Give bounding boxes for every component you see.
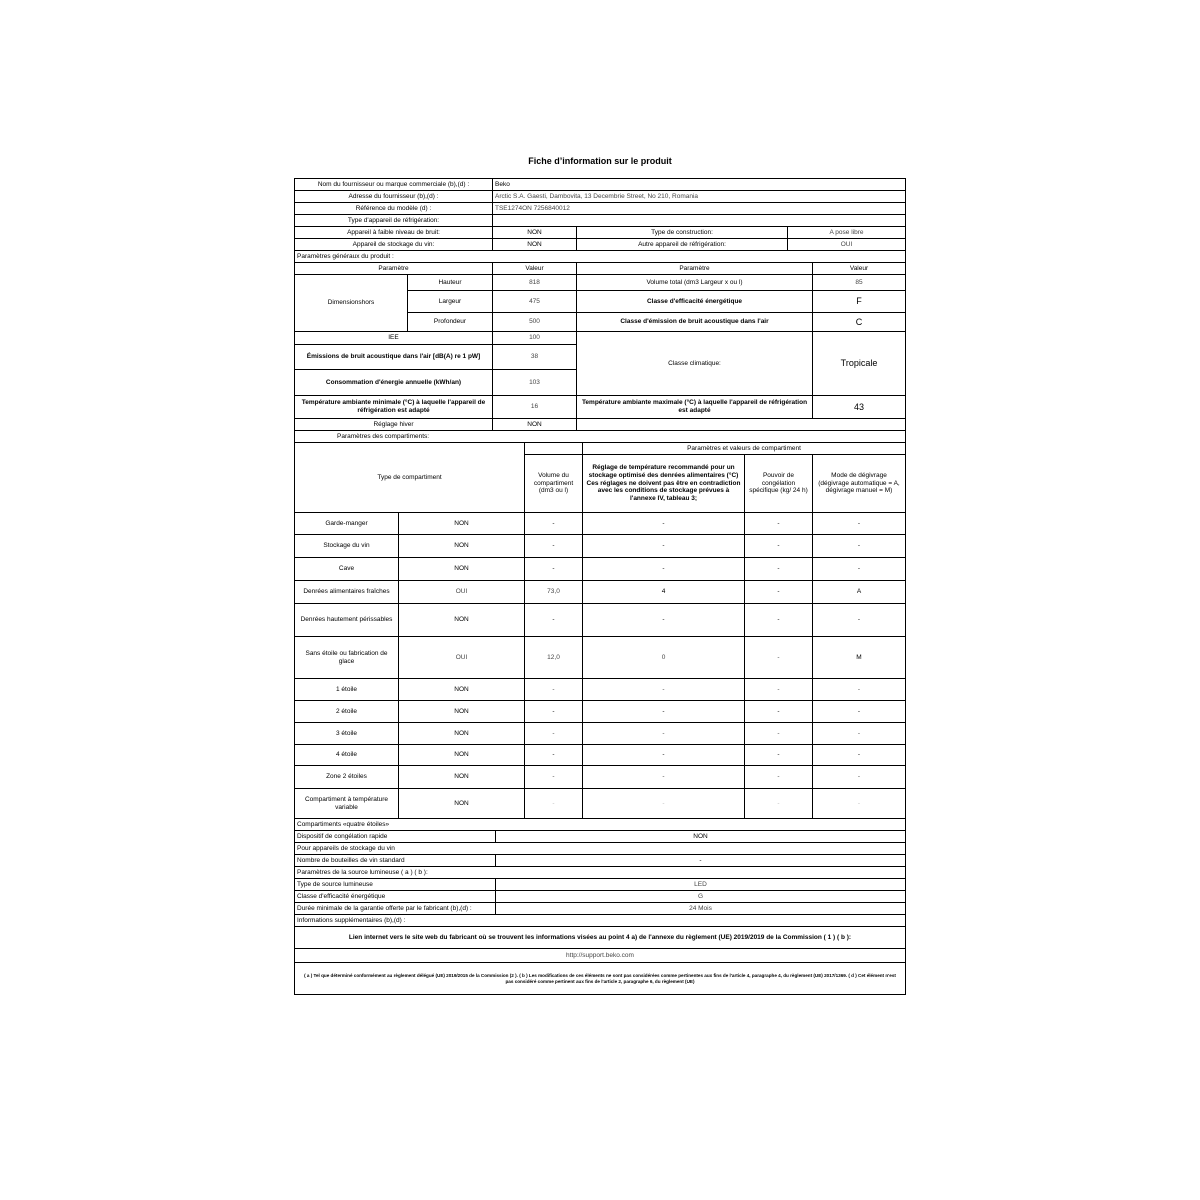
compartment-present: NON: [399, 604, 525, 637]
light-type-label: Type de source lumineuse: [295, 879, 496, 891]
compartment-name: Stockage du vin: [295, 535, 399, 558]
compartment-name: Zone 2 étoiles: [295, 766, 399, 789]
winter-setting-label: Réglage hiver: [295, 419, 493, 431]
fast-freeze-value: NON: [496, 831, 905, 843]
compartment-defrost: A: [813, 581, 905, 604]
compartment-temp: -: [583, 745, 745, 766]
general-params-label: Paramètres généraux du produit :: [295, 251, 905, 263]
defrost-mode-header: Mode de dégivrage (dégivrage automatique = A, dégivrage manuel = M): [813, 455, 905, 513]
other-appliance-label: Autre appareil de réfrigération:: [577, 239, 788, 251]
dimensions-label: Dimensionshors: [295, 275, 408, 332]
compartment-volume: -: [525, 789, 583, 819]
appliance-type-label: Type d'appareil de réfrigération:: [295, 215, 493, 227]
compartment-section-label: Paramètres des compartiments:: [295, 431, 905, 443]
model-label: Référence du modèle (d) :: [295, 203, 493, 215]
compartment-temp: -: [583, 723, 745, 745]
compartment-defrost: -: [813, 723, 905, 745]
compartment-volume: -: [525, 745, 583, 766]
noise-emission-label: Émissions de bruit acoustique dans l'air [dB(A) re 1 pW]: [295, 345, 493, 370]
freezing-capacity-header: Pouvoir de congélation spécifique (kg/ 24 h): [745, 455, 813, 513]
depth-label: Profondeur: [408, 313, 493, 332]
compartment-present: NON: [399, 679, 525, 701]
wine-storage-value: NON: [493, 239, 577, 251]
wine-storage-label: Appareil de stockage du vin:: [295, 239, 493, 251]
energy-class-label: Classe d'efficacité énergétique: [577, 291, 813, 313]
compartment-freeze: -: [745, 581, 813, 604]
value-header-2: Valeur: [813, 263, 905, 275]
temp-setting-header: Réglage de température recommandé pour un stockage optimisé des denrées alimentaires (°C) Ces réglages ne doivent pas être en contradiction avec les conditions de stockage prévues à l'annexe IV, tableau 3;: [583, 455, 745, 513]
height-value: 818: [493, 275, 577, 291]
noise-emission-value: 38: [493, 345, 577, 370]
compartment-freeze: -: [745, 766, 813, 789]
compartment-defrost: -: [813, 789, 905, 819]
compartment-name: Sans étoile ou fabrication de glace: [295, 637, 399, 679]
construction-label: Type de construction:: [577, 227, 788, 239]
compartment-present: OUI: [399, 581, 525, 604]
light-params-label: Paramètres de la source lumineuse ( a ) ( b ):: [295, 867, 905, 879]
product-information-sheet: [294, 178, 906, 995]
value-header: Valeur: [493, 263, 577, 275]
annual-consumption-value: 103: [493, 370, 577, 396]
max-temp-label: Température ambiante maximale (°C) à laquelle l'appareil de réfrigération est adapté: [577, 396, 813, 419]
low-noise-label: Appareil à faible niveau de bruit:: [295, 227, 493, 239]
light-class-label: Classe d'efficacité énergétique: [295, 891, 496, 903]
bottles-label: Nombre de bouteilles de vin standard: [295, 855, 496, 867]
compartment-volume: -: [525, 701, 583, 723]
bottles-value: -: [496, 855, 905, 867]
construction-value: A pose libre: [788, 227, 905, 239]
climate-class-label: Classe climatique:: [577, 332, 813, 396]
winter-setting-value: NON: [493, 419, 577, 431]
compartment-freeze: -: [745, 558, 813, 581]
compartment-temp: -: [583, 679, 745, 701]
light-class-value: G: [496, 891, 905, 903]
wine-section-label: Pour appareils de stockage du vin: [295, 843, 905, 855]
compartment-present: NON: [399, 745, 525, 766]
compartment-defrost: -: [813, 558, 905, 581]
compartment-present: NON: [399, 701, 525, 723]
param-header: Paramètre: [295, 263, 493, 275]
energy-class-value: F: [813, 291, 905, 313]
compartment-volume: -: [525, 679, 583, 701]
compartment-defrost: -: [813, 604, 905, 637]
compartment-freeze: -: [745, 513, 813, 535]
compartment-temp: -: [583, 604, 745, 637]
compartment-defrost: -: [813, 535, 905, 558]
other-appliance-value: OUI: [788, 239, 905, 251]
supplier-value: Beko: [493, 179, 905, 191]
compartment-volume: -: [525, 604, 583, 637]
compartment-temp: 4: [583, 581, 745, 604]
compartment-freeze: -: [745, 637, 813, 679]
compartment-present: NON: [399, 766, 525, 789]
manufacturer-link[interactable]: http://support.beko.com: [295, 949, 905, 963]
width-label: Largeur: [408, 291, 493, 313]
model-value: TSE1274ON 7256840012: [493, 203, 905, 215]
supplier-label: Nom du fournisseur ou marque commerciale (b),(d) :: [295, 179, 493, 191]
fast-freeze-label: Dispositif de congélation rapide: [295, 831, 496, 843]
compartment-name: 1 étoile: [295, 679, 399, 701]
compartment-freeze: -: [745, 701, 813, 723]
compartment-present: NON: [399, 789, 525, 819]
light-type-value: LED: [496, 879, 905, 891]
noise-class-label: Classe d'émission de bruit acoustique dans l'air: [577, 313, 813, 332]
volume-header: Volume du compartiment (dm3 ou l): [525, 455, 583, 513]
compartment-name: Cave: [295, 558, 399, 581]
compartment-group-header: Paramètres et valeurs de compartiment: [583, 443, 905, 455]
compartment-volume: -: [525, 513, 583, 535]
compartment-volume: 12,0: [525, 637, 583, 679]
min-temp-value: 16: [493, 396, 577, 419]
compartment-volume: -: [525, 535, 583, 558]
compartment-present: NON: [399, 535, 525, 558]
footnotes: ( a ) Tel que déterminé conformément au règlement délégué (UE) 2019/2015 de la Commission (2 ). ( b ) Les modifications de ces éléments ne sont pas considérées comme pertinentes aux fins de l'article 4, paragraphe 4, du règlement (UE) 2017/1369. ( d ) Cet élément n'est pas considéré comme pertinent aux fins de l'article 2, paragraphe 6, du règlement (UE): [304, 972, 896, 984]
compartment-present: NON: [399, 513, 525, 535]
compartment-present: OUI: [399, 637, 525, 679]
param-header-2: Paramètre: [577, 263, 813, 275]
four-star-label: Compartiments «quatre étoiles»: [295, 819, 905, 831]
compartment-name: 3 étoile: [295, 723, 399, 745]
compartment-present: NON: [399, 558, 525, 581]
compartment-defrost: -: [813, 766, 905, 789]
compartment-defrost: -: [813, 679, 905, 701]
max-temp-value: 43: [813, 396, 905, 419]
compartment-defrost: -: [813, 513, 905, 535]
compartment-volume: -: [525, 766, 583, 789]
compartment-temp: 0: [583, 637, 745, 679]
manufacturer-link-label: Lien internet vers le site web du fabricant où se trouvent les informations visées au point 4 a) de l'annexe du règlement (UE) 2019/2019 de la Commission ( 1 ) ( b ):: [295, 927, 905, 949]
address-label: Adresse du fournisseur (b),(d) :: [295, 191, 493, 203]
compartment-name: Compartiment à température variable: [295, 789, 399, 819]
volume-value: 85: [813, 275, 905, 291]
compartment-type-header: Type de compartiment: [295, 443, 525, 513]
compartment-temp: -: [583, 535, 745, 558]
group-header-spacer: [525, 443, 583, 455]
width-value: 475: [493, 291, 577, 313]
compartment-volume: -: [525, 723, 583, 745]
compartment-freeze: -: [745, 679, 813, 701]
depth-value: 500: [493, 313, 577, 332]
compartment-name: Denrées hautement périssables: [295, 604, 399, 637]
compartment-name: Garde-manger: [295, 513, 399, 535]
compartment-temp: -: [583, 558, 745, 581]
compartment-volume: 73,0: [525, 581, 583, 604]
low-noise-value: NON: [493, 227, 577, 239]
compartment-freeze: -: [745, 789, 813, 819]
compartment-defrost: M: [813, 637, 905, 679]
compartment-defrost: -: [813, 745, 905, 766]
compartment-defrost: -: [813, 701, 905, 723]
compartment-freeze: -: [745, 745, 813, 766]
appliance-type-value: [493, 215, 905, 227]
compartment-name: 4 étoile: [295, 745, 399, 766]
iee-label: IEE: [295, 332, 493, 345]
compartment-name: Denrées alimentaires fraîches: [295, 581, 399, 604]
warranty-value: 24 Mois: [496, 903, 905, 915]
annual-consumption-label: Consommation d'énergie annuelle (kWh/an): [295, 370, 493, 396]
compartment-temp: -: [583, 701, 745, 723]
height-label: Hauteur: [408, 275, 493, 291]
compartment-freeze: -: [745, 604, 813, 637]
min-temp-label: Température ambiante minimale (°C) à laquelle l'appareil de réfrigération est adapté: [295, 396, 493, 419]
document-title: Fiche d’information sur le produit: [528, 156, 672, 166]
compartment-present: NON: [399, 723, 525, 745]
compartment-temp: -: [583, 766, 745, 789]
compartment-temp: -: [583, 789, 745, 819]
winter-setting-empty: [577, 419, 905, 431]
compartment-name: 2 étoile: [295, 701, 399, 723]
warranty-label: Durée minimale de la garantie offerte par le fabricant (b),(d) :: [295, 903, 496, 915]
noise-class-value: C: [813, 313, 905, 332]
compartment-freeze: -: [745, 535, 813, 558]
address-value: Arctic S.A. Gaesti, Dambovita, 13 Decembrie Street, No 210, Romania: [493, 191, 905, 203]
volume-label: Volume total (dm3 Largeur x ou l): [577, 275, 813, 291]
compartment-freeze: -: [745, 723, 813, 745]
compartment-temp: -: [583, 513, 745, 535]
climate-class-value: Tropicale: [813, 332, 905, 396]
additional-info-label: Informations supplémentaires (b),(d) :: [295, 915, 905, 927]
compartment-volume: -: [525, 558, 583, 581]
iee-value: 100: [493, 332, 577, 345]
